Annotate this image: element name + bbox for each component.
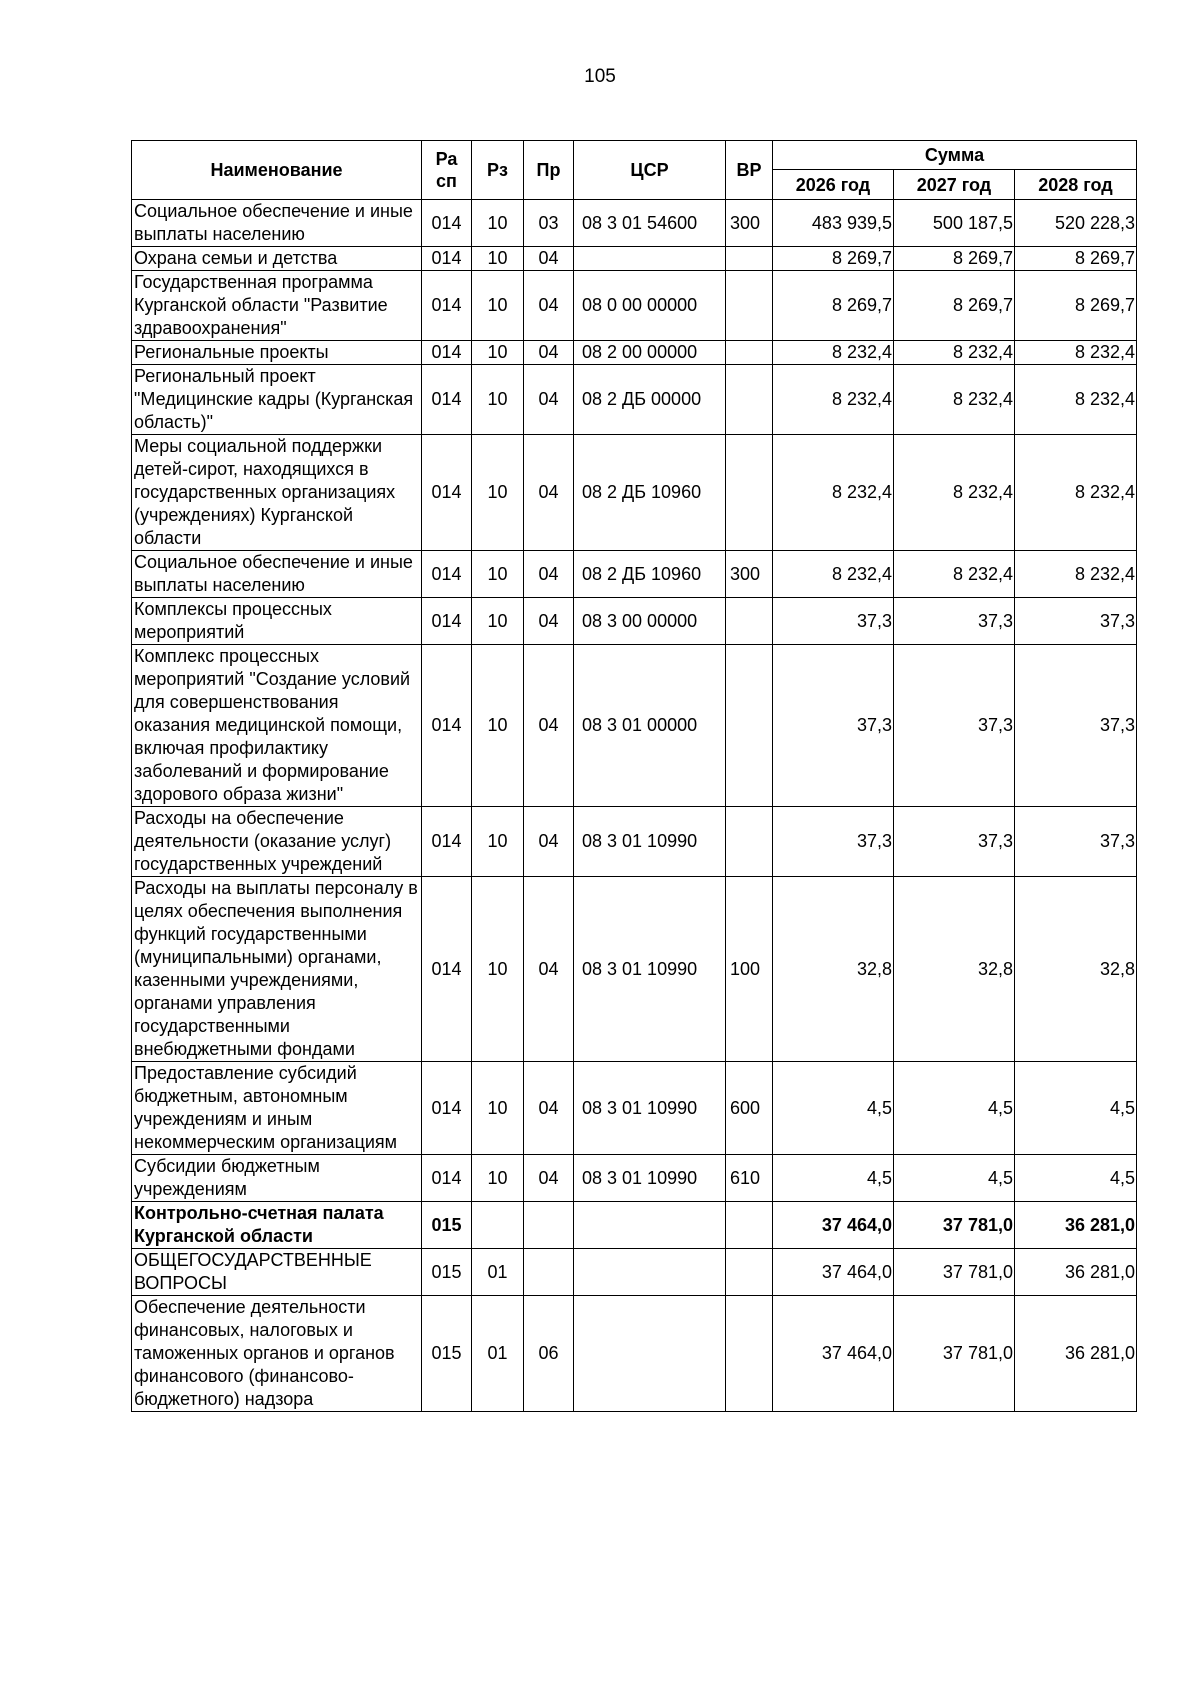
cell-vr	[726, 365, 773, 435]
table-row	[132, 551, 1137, 598]
cell-vr	[726, 1296, 773, 1412]
cell-rz: 10	[472, 598, 524, 645]
cell-sum-2026: 37,3	[773, 807, 894, 877]
cell-sum-2026: 37 464,0	[773, 1202, 894, 1249]
cell-name: Региональный проект "Медицинские кадры (Курганская область)"	[132, 365, 422, 435]
cell-rasp: 015	[422, 1249, 472, 1296]
cell-csr: 08 2 ДБ 00000	[574, 365, 726, 435]
table-body	[132, 200, 1137, 1412]
cell-sum-2026: 8 232,4	[773, 341, 894, 365]
cell-sum-2026: 8 232,4	[773, 551, 894, 598]
cell-name: Меры социальной поддержки детей-сирот, находящихся в государственных организациях (учреждениях) Курганской области	[132, 435, 422, 551]
cell-rasp: 014	[422, 551, 472, 598]
cell-vr: 300	[726, 200, 773, 247]
cell-rasp: 014	[422, 877, 472, 1062]
cell-pr: 04	[524, 341, 574, 365]
cell-rasp: 014	[422, 341, 472, 365]
cell-rz: 10	[472, 247, 524, 271]
cell-sum-2028: 8 269,7	[1015, 247, 1137, 271]
header-vr: ВР	[726, 141, 773, 200]
cell-vr: 600	[726, 1062, 773, 1155]
cell-rz: 10	[472, 645, 524, 807]
cell-sum-2027: 37,3	[894, 645, 1015, 807]
cell-name: Предоставление субсидий бюджетным, автономным учреждениям и иным некоммерческим организациям	[132, 1062, 422, 1155]
cell-name: ОБЩЕГОСУДАРСТВЕННЫЕ ВОПРОСЫ	[132, 1249, 422, 1296]
cell-sum-2026: 37,3	[773, 645, 894, 807]
cell-sum-2028: 8 269,7	[1015, 271, 1137, 341]
cell-vr	[726, 645, 773, 807]
header-rz: Рз	[472, 141, 524, 200]
cell-sum-2027: 37,3	[894, 598, 1015, 645]
cell-name: Региональные проекты	[132, 341, 422, 365]
cell-csr: 08 3 01 00000	[574, 645, 726, 807]
cell-sum-2028: 8 232,4	[1015, 341, 1137, 365]
cell-pr: 04	[524, 271, 574, 341]
cell-sum-2028: 4,5	[1015, 1062, 1137, 1155]
cell-sum-2027: 37,3	[894, 807, 1015, 877]
cell-vr	[726, 247, 773, 271]
cell-rasp: 014	[422, 1062, 472, 1155]
cell-sum-2027: 37 781,0	[894, 1296, 1015, 1412]
cell-name: Комплексы процессных мероприятий	[132, 598, 422, 645]
header-year-2028: 2028 год	[1015, 170, 1137, 200]
header-sum: Сумма	[773, 141, 1137, 170]
cell-name: Расходы на выплаты персоналу в целях обеспечения выполнения функций государственными (муниципальными) органами, казенными учреждениями, органами управления государственными внебюджетными фондами	[132, 877, 422, 1062]
cell-rz	[472, 1202, 524, 1249]
cell-sum-2027: 500 187,5	[894, 200, 1015, 247]
cell-sum-2026: 37 464,0	[773, 1296, 894, 1412]
cell-sum-2027: 8 232,4	[894, 551, 1015, 598]
cell-csr: 08 2 00 00000	[574, 341, 726, 365]
cell-csr: 08 2 ДБ 10960	[574, 435, 726, 551]
cell-name: Социальное обеспечение и иные выплаты населению	[132, 200, 422, 247]
header-rasp: Ра сп	[422, 141, 472, 200]
cell-sum-2026: 4,5	[773, 1155, 894, 1202]
cell-pr: 04	[524, 598, 574, 645]
cell-sum-2026: 8 269,7	[773, 247, 894, 271]
cell-sum-2027: 8 232,4	[894, 365, 1015, 435]
cell-sum-2026: 8 232,4	[773, 435, 894, 551]
cell-csr: 08 3 01 54600	[574, 200, 726, 247]
cell-vr	[726, 271, 773, 341]
table-header	[132, 141, 1137, 200]
cell-sum-2026: 483 939,5	[773, 200, 894, 247]
cell-vr	[726, 435, 773, 551]
cell-pr: 04	[524, 1062, 574, 1155]
cell-vr	[726, 1249, 773, 1296]
cell-pr: 06	[524, 1296, 574, 1412]
table-row	[132, 1296, 1137, 1412]
table-row	[132, 1202, 1137, 1249]
cell-csr	[574, 1202, 726, 1249]
table-row	[132, 1249, 1137, 1296]
cell-vr: 610	[726, 1155, 773, 1202]
cell-rasp: 014	[422, 598, 472, 645]
cell-sum-2028: 32,8	[1015, 877, 1137, 1062]
cell-sum-2028: 37,3	[1015, 598, 1137, 645]
table-row	[132, 365, 1137, 435]
cell-sum-2027: 8 269,7	[894, 271, 1015, 341]
cell-rz: 10	[472, 877, 524, 1062]
cell-csr	[574, 247, 726, 271]
header-name: Наименование	[132, 141, 422, 200]
cell-sum-2028: 4,5	[1015, 1155, 1137, 1202]
cell-pr: 04	[524, 1155, 574, 1202]
cell-csr	[574, 1296, 726, 1412]
cell-pr: 04	[524, 645, 574, 807]
cell-sum-2028: 37,3	[1015, 807, 1137, 877]
cell-rz: 10	[472, 365, 524, 435]
cell-pr	[524, 1202, 574, 1249]
cell-pr	[524, 1249, 574, 1296]
table-row	[132, 435, 1137, 551]
cell-rasp: 014	[422, 1155, 472, 1202]
cell-rasp: 014	[422, 271, 472, 341]
cell-name: Расходы на обеспечение деятельности (оказание услуг) государственных учреждений	[132, 807, 422, 877]
cell-vr: 300	[726, 551, 773, 598]
cell-rasp: 014	[422, 247, 472, 271]
cell-sum-2028: 36 281,0	[1015, 1202, 1137, 1249]
cell-sum-2028: 36 281,0	[1015, 1249, 1137, 1296]
cell-name: Субсидии бюджетным учреждениям	[132, 1155, 422, 1202]
cell-sum-2028: 8 232,4	[1015, 435, 1137, 551]
cell-csr	[574, 1249, 726, 1296]
cell-rz: 10	[472, 271, 524, 341]
cell-sum-2028: 37,3	[1015, 645, 1137, 807]
cell-csr: 08 0 00 00000	[574, 271, 726, 341]
cell-vr: 100	[726, 877, 773, 1062]
cell-sum-2027: 8 232,4	[894, 341, 1015, 365]
cell-csr: 08 3 01 10990	[574, 807, 726, 877]
cell-rz: 10	[472, 1062, 524, 1155]
table-row	[132, 341, 1137, 365]
cell-pr: 04	[524, 551, 574, 598]
cell-rz: 01	[472, 1249, 524, 1296]
table-row	[132, 200, 1137, 247]
cell-csr: 08 3 01 10990	[574, 1155, 726, 1202]
cell-sum-2027: 37 781,0	[894, 1249, 1015, 1296]
cell-sum-2026: 37 464,0	[773, 1249, 894, 1296]
cell-csr: 08 3 01 10990	[574, 877, 726, 1062]
table-row	[132, 1062, 1137, 1155]
cell-name: Обеспечение деятельности финансовых, налоговых и таможенных органов и органов финансового (финансово-бюджетного) надзора	[132, 1296, 422, 1412]
budget-table	[131, 140, 1137, 1412]
cell-pr: 04	[524, 807, 574, 877]
table-row	[132, 598, 1137, 645]
cell-sum-2027: 8 269,7	[894, 247, 1015, 271]
cell-vr	[726, 1202, 773, 1249]
cell-vr	[726, 598, 773, 645]
table-row	[132, 877, 1137, 1062]
table-row	[132, 645, 1137, 807]
table-row	[132, 807, 1137, 877]
cell-rasp: 015	[422, 1296, 472, 1412]
cell-rz: 10	[472, 341, 524, 365]
table-row	[132, 247, 1137, 271]
cell-rz: 10	[472, 1155, 524, 1202]
cell-rz: 10	[472, 551, 524, 598]
cell-csr: 08 2 ДБ 10960	[574, 551, 726, 598]
cell-sum-2028: 8 232,4	[1015, 365, 1137, 435]
cell-name: Охрана семьи и детства	[132, 247, 422, 271]
cell-sum-2026: 4,5	[773, 1062, 894, 1155]
cell-sum-2027: 32,8	[894, 877, 1015, 1062]
cell-vr	[726, 807, 773, 877]
cell-rasp: 015	[422, 1202, 472, 1249]
cell-pr: 03	[524, 200, 574, 247]
cell-sum-2026: 8 269,7	[773, 271, 894, 341]
cell-sum-2026: 32,8	[773, 877, 894, 1062]
cell-pr: 04	[524, 877, 574, 1062]
cell-rz: 01	[472, 1296, 524, 1412]
header-year-2026: 2026 год	[773, 170, 894, 200]
cell-name: Социальное обеспечение и иные выплаты населению	[132, 551, 422, 598]
cell-rz: 10	[472, 807, 524, 877]
cell-rz: 10	[472, 435, 524, 551]
cell-rasp: 014	[422, 807, 472, 877]
cell-sum-2027: 37 781,0	[894, 1202, 1015, 1249]
header-csr: ЦСР	[574, 141, 726, 200]
cell-name: Контрольно-счетная палата Курганской области	[132, 1202, 422, 1249]
cell-csr: 08 3 00 00000	[574, 598, 726, 645]
cell-rasp: 014	[422, 365, 472, 435]
cell-sum-2027: 4,5	[894, 1155, 1015, 1202]
cell-pr: 04	[524, 435, 574, 551]
cell-sum-2027: 8 232,4	[894, 435, 1015, 551]
cell-rasp: 014	[422, 435, 472, 551]
cell-sum-2028: 8 232,4	[1015, 551, 1137, 598]
cell-pr: 04	[524, 247, 574, 271]
cell-sum-2027: 4,5	[894, 1062, 1015, 1155]
cell-sum-2026: 37,3	[773, 598, 894, 645]
cell-sum-2028: 520 228,3	[1015, 200, 1137, 247]
page-number: 105	[584, 66, 616, 87]
header-year-2027: 2027 год	[894, 170, 1015, 200]
table-row	[132, 271, 1137, 341]
cell-rasp: 014	[422, 645, 472, 807]
cell-rasp: 014	[422, 200, 472, 247]
cell-sum-2028: 36 281,0	[1015, 1296, 1137, 1412]
cell-sum-2026: 8 232,4	[773, 365, 894, 435]
cell-vr	[726, 341, 773, 365]
table-row	[132, 1155, 1137, 1202]
cell-pr: 04	[524, 365, 574, 435]
cell-name: Государственная программа Курганской области "Развитие здравоохранения"	[132, 271, 422, 341]
cell-name: Комплекс процессных мероприятий "Создание условий для совершенствования оказания медицинской помощи, включая профилактику заболеваний и формирование здорового образа жизни"	[132, 645, 422, 807]
cell-csr: 08 3 01 10990	[574, 1062, 726, 1155]
header-pr: Пр	[524, 141, 574, 200]
cell-rz: 10	[472, 200, 524, 247]
